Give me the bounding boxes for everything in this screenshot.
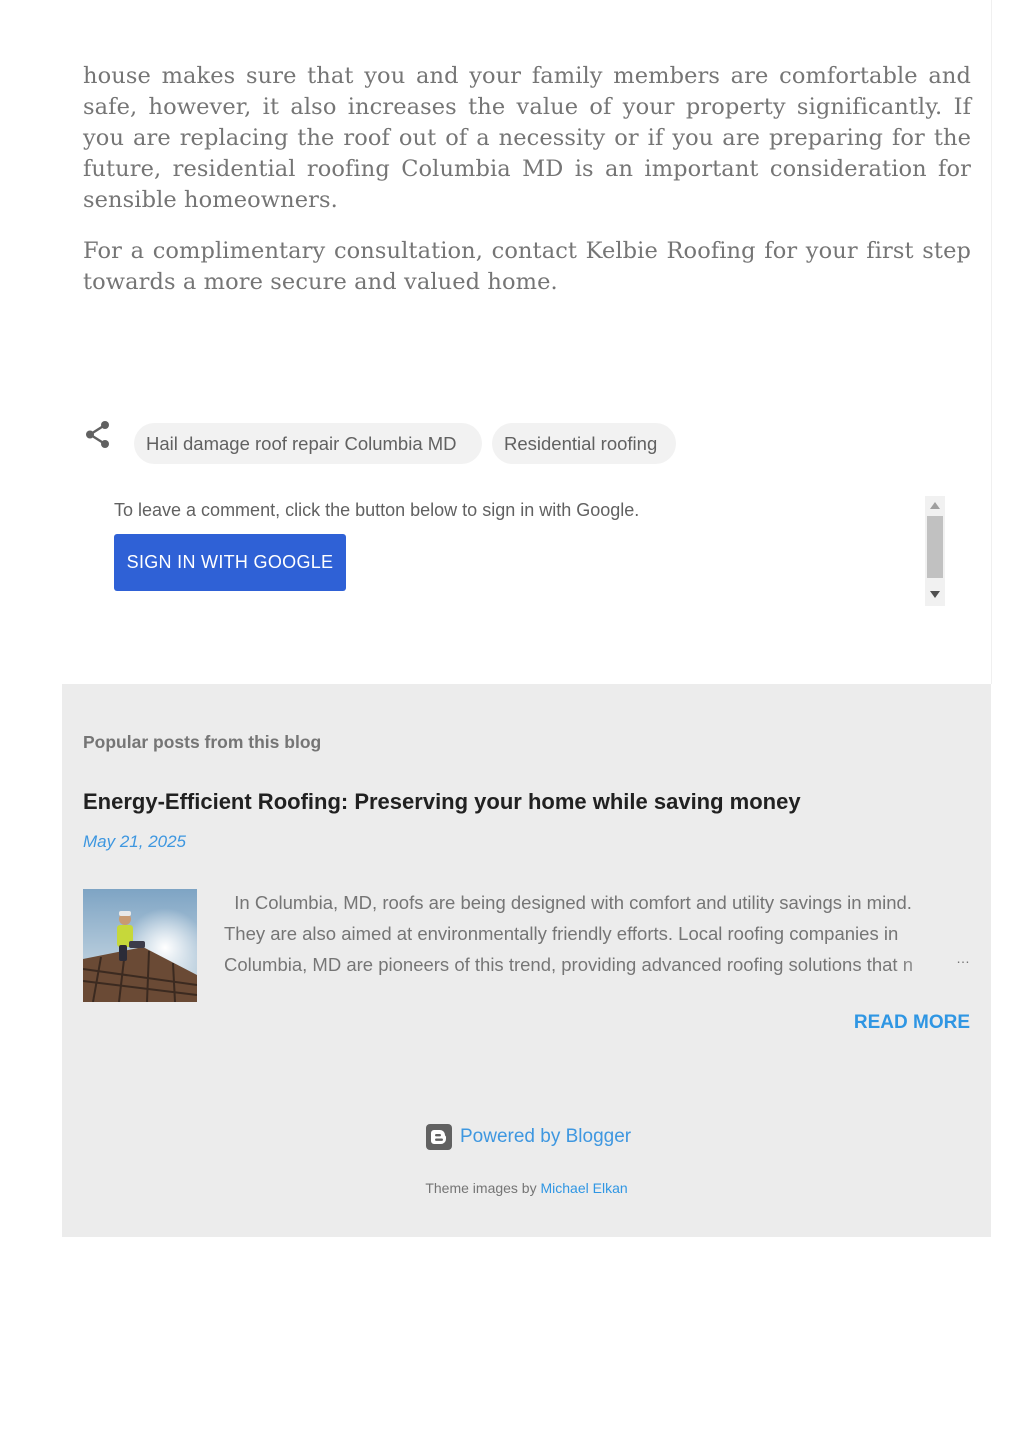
popular-post-thumbnail[interactable] [83, 889, 197, 1002]
snippet-line: In Columbia, MD, roofs are being designed with comfort and utility savings in mind. [224, 892, 912, 913]
snippet-ellipsis: … [956, 950, 971, 966]
sign-in-with-google-button[interactable]: SIGN IN WITH GOOGLE [114, 534, 346, 591]
label-chip-residential-roofing[interactable]: Residential roofing [492, 423, 676, 464]
theme-author-link[interactable]: Michael Elkan [540, 1180, 628, 1196]
post-paragraph: house makes sure that you and your family members are comfortable and safe, however, it also increases the value of your property significantly. If you are replacing the roof out of a necessity or if you are preparing for the future, residential roofing Columbia MD is an important consideration for sensible homeowners. [83, 63, 971, 213]
snippet-line: Columbia, MD are pioneers of this trend, providing advanced roofing solutions that n [224, 949, 984, 980]
popular-post-title[interactable]: Energy-Efficient Roofing: Preserving your home while saving money [83, 789, 801, 814]
scroll-down-arrow-icon[interactable] [930, 591, 940, 598]
theme-credit [62, 1180, 991, 1196]
label-chip-hail-damage[interactable]: Hail damage roof repair Columbia MD [134, 423, 482, 464]
popular-posts-section [62, 684, 991, 1237]
popular-posts-heading: Popular posts from this blog [83, 732, 322, 752]
comment-signin-prompt: To leave a comment, click the button below to sign in with Google. [114, 500, 640, 520]
popular-post-date[interactable]: May 21, 2025 [83, 832, 187, 851]
blogger-logo-icon [426, 1124, 452, 1150]
post-paragraph: For a complimentary consultation, contact Kelbie Roofing for your first step towards a more secure and valued home. [83, 238, 971, 295]
powered-by-blogger-link[interactable] [426, 1124, 631, 1150]
scroll-up-arrow-icon[interactable] [930, 502, 940, 509]
theme-credit-prefix: Theme images by [425, 1180, 537, 1196]
popular-post-snippet [224, 887, 984, 980]
read-more-link[interactable]: READ MORE [853, 1012, 970, 1033]
share-icon[interactable] [84, 420, 112, 450]
post-card [62, 0, 992, 684]
comment-scrollbar[interactable] [925, 496, 945, 606]
snippet-line: They are also aimed at environmentally friendly efforts. Local roofing companies in [224, 923, 899, 944]
scrollbar-thumb[interactable] [927, 516, 943, 578]
powered-by-blogger-text[interactable]: Powered by Blogger [460, 1126, 632, 1147]
